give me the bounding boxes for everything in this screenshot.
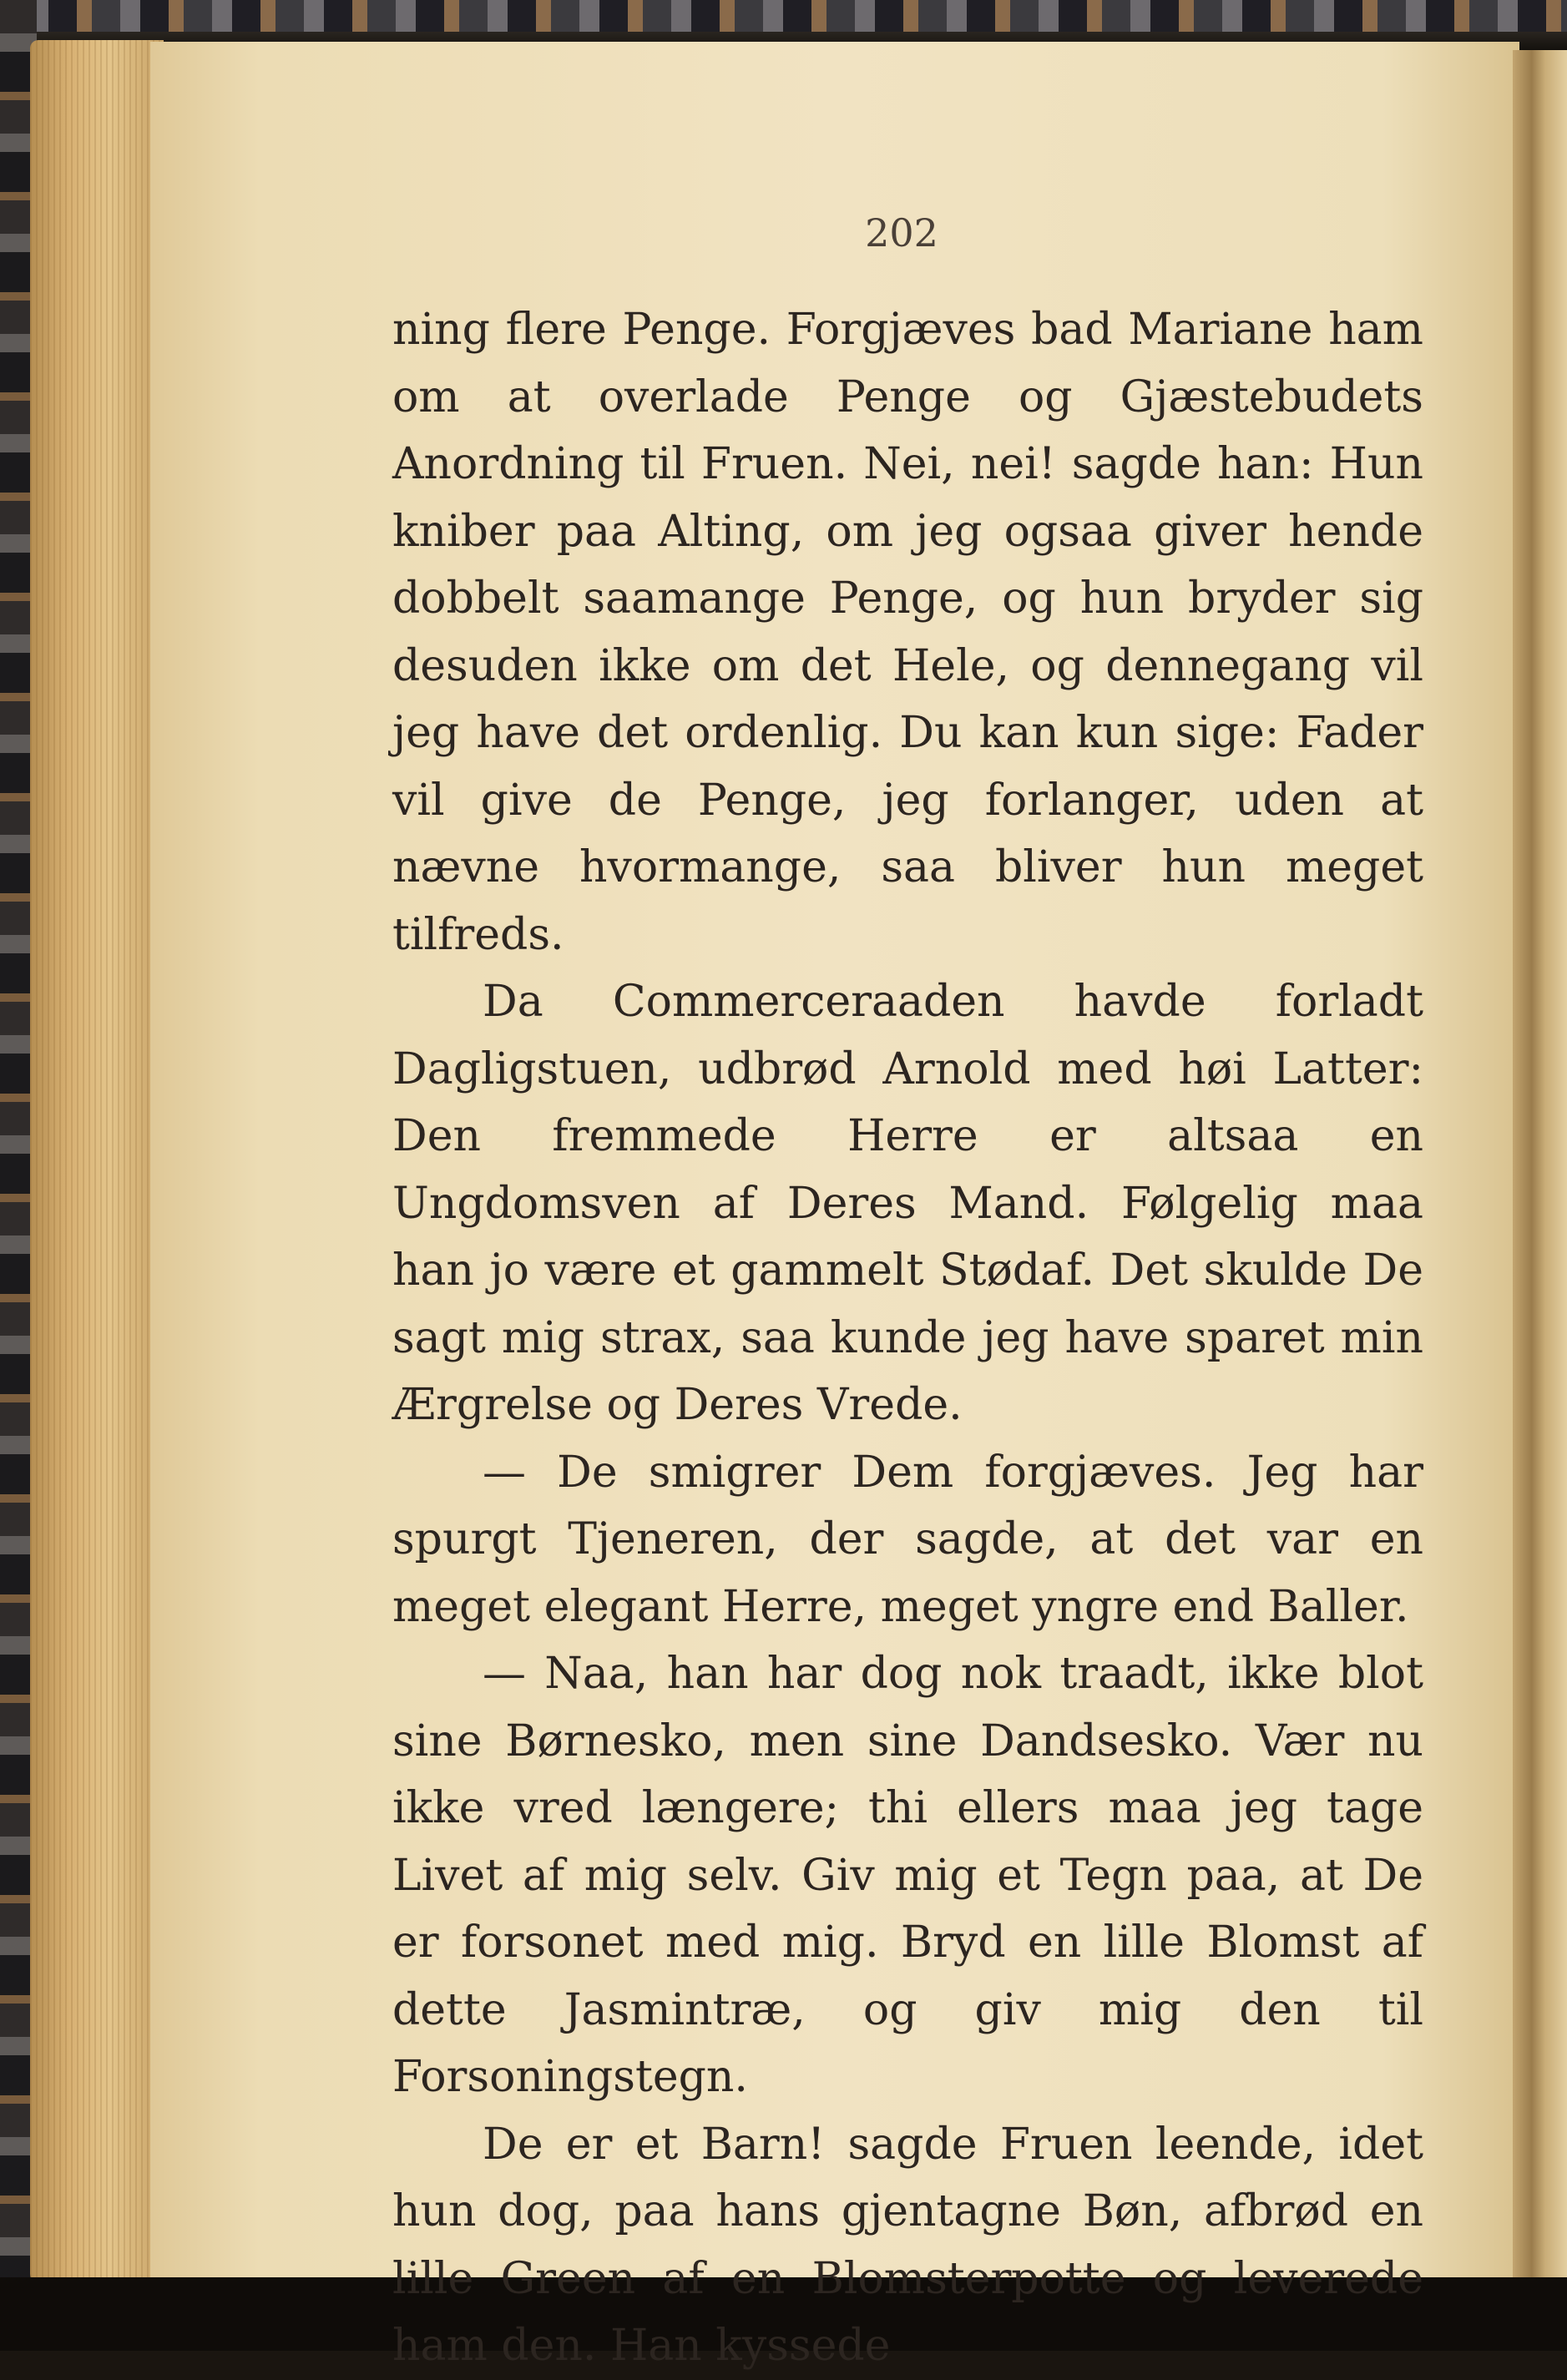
paragraph-5: De er et Barn! sagde Fruen leende, idet hun dog, paa hans gjentagne Bøn, afbrød en lille Green af en Blomsterpotte og leverede ham den. Han kyssede [392,2119,1423,2371]
paragraph-1: ning flere Penge. Forgjæves bad Mariane ham om at overlade Penge og Gjæstebudets Anordning til Fruen. Nei, nei! sagde han: Hun kniber paa Alting, om jeg ogsaa giver hende dobbelt saamange Penge, og hun bryder sig desuden ikke om det Hele, og dennegang vil jeg have det ordenlig. Du kan kun sige: Fader vil give de Penge, jeg forlanger, uden at nævne hvormange, saa bliver hun meget tilfreds. [392,305,1423,960]
page-stack-edge [30,40,164,2286]
page-body-text [392,296,1423,2380]
paragraph-4: — Naa, han har dog nok traadt, ikke blot sine Børnesko, men sine Dandsesko. Vær nu ikke vred længere; thi ellers maa jeg tage Livet af mig selv. Giv mig et Tegn paa, at De er forsonet med mig. Bryd en lille Blomst af dette Jasmintræ, og giv mig den til Forsoningstegn. [392,1649,1423,2102]
book-gutter [1513,50,1567,2287]
paragraph-2: Da Commerceraaden havde forladt Dagligstuen, udbrød Arnold med høi Latter: Den fremmede Herre er altsaa en Ungdomsven af Deres Mand. Følgelig maa han jo være et gammelt Stødaf. Det skulde De sagt mig strax, saa kunde jeg have sparet min Ærgrelse og Deres Vrede. [392,977,1423,1430]
paragraph-3: — De smigrer Dem forgjæves. Jeg har spurgt Tjeneren, der sagde, at det var en meget elegant Herre, meget yngre end Baller. [392,1447,1423,1632]
page-number: 202 [865,210,938,255]
